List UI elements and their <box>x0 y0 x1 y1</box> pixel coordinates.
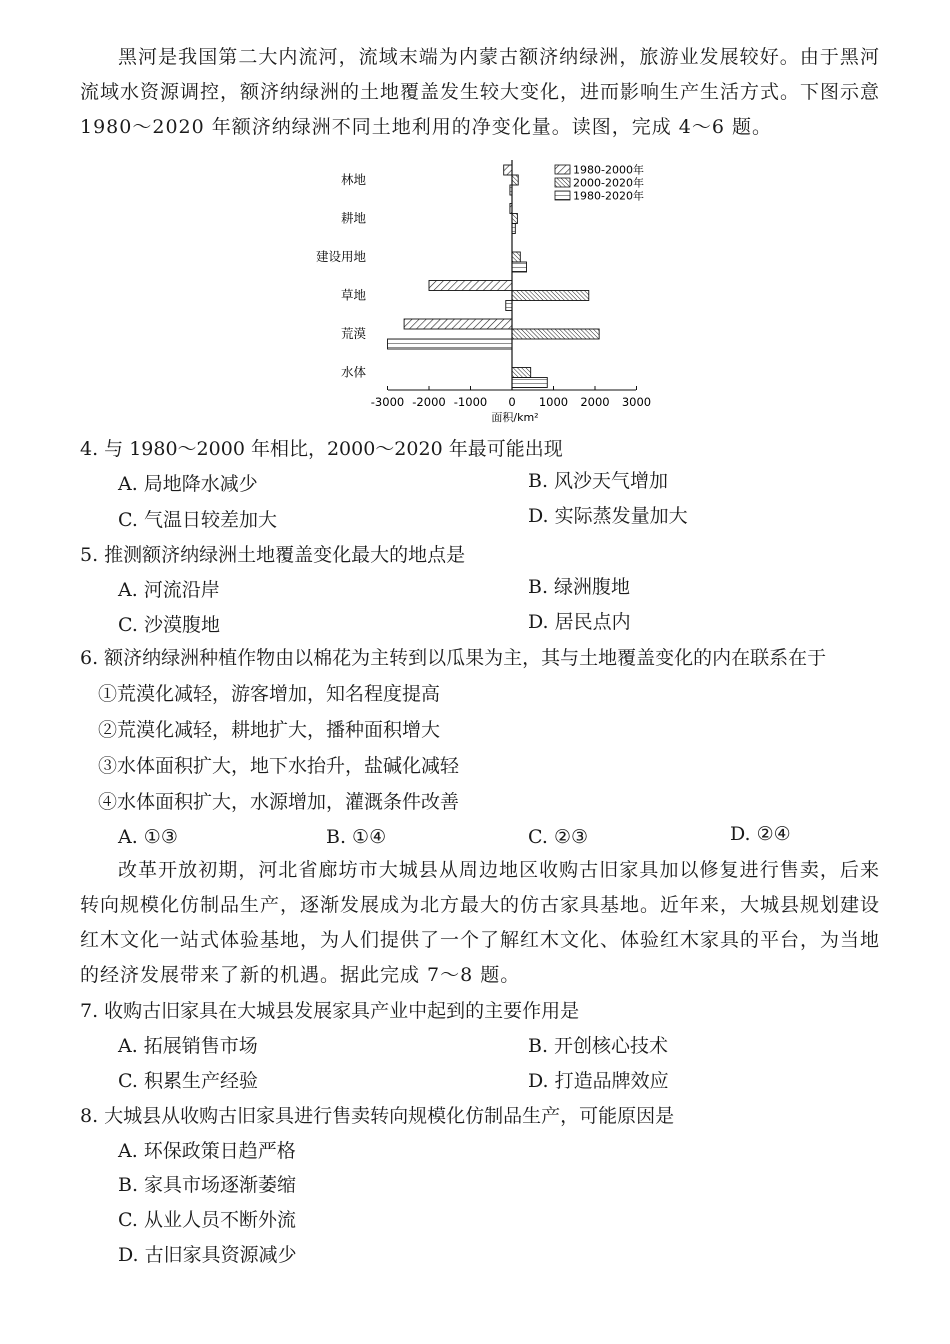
q6-statement-2: ②荒漠化减轻，耕地扩大，播种面积增大 <box>98 719 441 741</box>
x-tick-label: -1000 <box>453 395 488 409</box>
q5-option-c[interactable]: C. 沙漠腹地 <box>118 614 220 636</box>
q4-option-b[interactable]: B. 风沙天气增加 <box>528 470 669 492</box>
bar-草地-series-2 <box>512 291 589 301</box>
q4-option-c[interactable]: C. 气温日较差加大 <box>118 509 277 531</box>
legend-swatch-3 <box>555 191 570 200</box>
q4-option-d[interactable]: D. 实际蒸发量加大 <box>528 505 688 527</box>
bar-水体-series-2 <box>512 368 531 378</box>
category-label: 荒漠 <box>340 326 366 341</box>
q4-stem: 4. 与 1980～2000 年相比，2000～2020 年最可能出现 <box>80 438 563 460</box>
q7-stem: 7. 收购古旧家具在大城县发展家具产业中起到的主要作用是 <box>80 1000 580 1022</box>
bar-荒漠-series-3 <box>388 339 513 349</box>
q6-option-b[interactable]: B. ①④ <box>326 826 387 848</box>
q6-stem: 6. 额济纳绿洲种植作物由以棉花为主转到以瓜果为主，其与土地覆盖变化的内在联系在于 <box>80 647 827 669</box>
category-label: 耕地 <box>340 210 366 226</box>
bar-草地-series-3 <box>506 301 512 311</box>
passage-dacheng: 改革开放初期，河北省廊坊市大城县从周边地区收购古旧家具加以修复进行售卖，后来转向规模化仿制品生产，逐渐发展成为北方最大的仿古家具基地。近年来，大城县规划建设红木文化一站式体验基地，为人们提供了一个了解红木文化、体验红木家具的平台，为当地的经济发展带来了新的机遇。据此完成 7～8 题。 <box>80 859 881 986</box>
bar-耕地-series-2 <box>512 214 517 224</box>
bar-草地-series-1 <box>429 281 512 291</box>
q5-option-a[interactable]: A. 河流沿岸 <box>118 579 220 601</box>
q6-option-a[interactable]: A. ①③ <box>118 826 178 848</box>
legend-label-3: 1980-2020年 <box>573 189 644 203</box>
bar-荒漠-series-2 <box>512 329 599 339</box>
category-label: 草地 <box>340 287 366 303</box>
q4-option-a[interactable]: A. 局地降水减少 <box>118 473 258 495</box>
x-tick-label: -2000 <box>412 395 446 409</box>
q7-option-c[interactable]: C. 积累生产经验 <box>118 1070 258 1092</box>
q5-option-b[interactable]: B. 绿洲腹地 <box>528 576 631 598</box>
q5-option-d[interactable]: D. 居民点内 <box>528 611 631 633</box>
x-tick-label: 1000 <box>538 395 569 409</box>
land-use-change-chart <box>300 155 670 430</box>
legend-label-2: 2000-2020年 <box>573 176 644 190</box>
bar-林地-series-1 <box>504 165 512 175</box>
x-tick-label: 2000 <box>580 395 610 409</box>
q6-statement-1: ①荒漠化减轻，游客增加，知名程度提高 <box>98 683 441 705</box>
legend-swatch-1 <box>555 165 570 174</box>
bar-建设用地-series-2 <box>512 252 520 262</box>
x-tick-label: 0 <box>508 395 516 409</box>
q7-option-d[interactable]: D. 打造品牌效应 <box>528 1070 669 1092</box>
x-tick-label: 3000 <box>621 395 652 409</box>
q6-option-d[interactable]: D. ②④ <box>730 823 791 845</box>
passage-heihe: 黑河是我国第二大内流河，流域末端为内蒙古额济纳绿洲，旅游业发展较好。由于黑河流域水资源调控，额济纳绿洲的土地覆盖发生较大变化，进而影响生产生活方式。下图示意 1980～2020 年额济纳绿洲不同土地利用的净变化量。读图，完成 4～6 题。 <box>80 46 881 138</box>
q8-option-c[interactable]: C. 从业人员不断外流 <box>118 1209 296 1231</box>
bar-林地-series-2 <box>512 175 518 185</box>
legend-label-1: 1980-2000年 <box>573 163 644 177</box>
category-label: 林地 <box>340 172 366 187</box>
q8-stem: 8. 大城县从收购古旧家具进行售卖转向规模化仿制品生产，可能原因是 <box>80 1105 675 1127</box>
q6-statement-4: ④水体面积扩大，水源增加，灌溉条件改善 <box>98 791 460 813</box>
bar-水体-series-3 <box>512 378 547 388</box>
legend-swatch-2 <box>555 178 570 187</box>
q6-statement-3: ③水体面积扩大，地下水抬升，盐碱化减轻 <box>98 755 460 777</box>
q8-option-b[interactable]: B. 家具市场逐渐萎缩 <box>118 1174 297 1196</box>
q7-option-b[interactable]: B. 开创核心技术 <box>528 1035 669 1057</box>
category-label: 建设用地 <box>315 249 366 264</box>
x-axis-label: 面积/km² <box>491 411 539 424</box>
bar-建设用地-series-3 <box>512 262 527 272</box>
q5-stem: 5. 推测额济纳绿洲土地覆盖变化最大的地点是 <box>80 544 466 566</box>
category-label: 水体 <box>340 364 366 380</box>
q8-option-a[interactable]: A. 环保政策日趋严格 <box>118 1140 296 1162</box>
q8-option-d[interactable]: D. 古旧家具资源减少 <box>118 1244 297 1266</box>
q7-option-a[interactable]: A. 拓展销售市场 <box>118 1035 258 1057</box>
x-tick-label: -3000 <box>370 395 405 409</box>
q6-option-c[interactable]: C. ②③ <box>528 826 589 848</box>
bar-荒漠-series-1 <box>404 319 512 329</box>
